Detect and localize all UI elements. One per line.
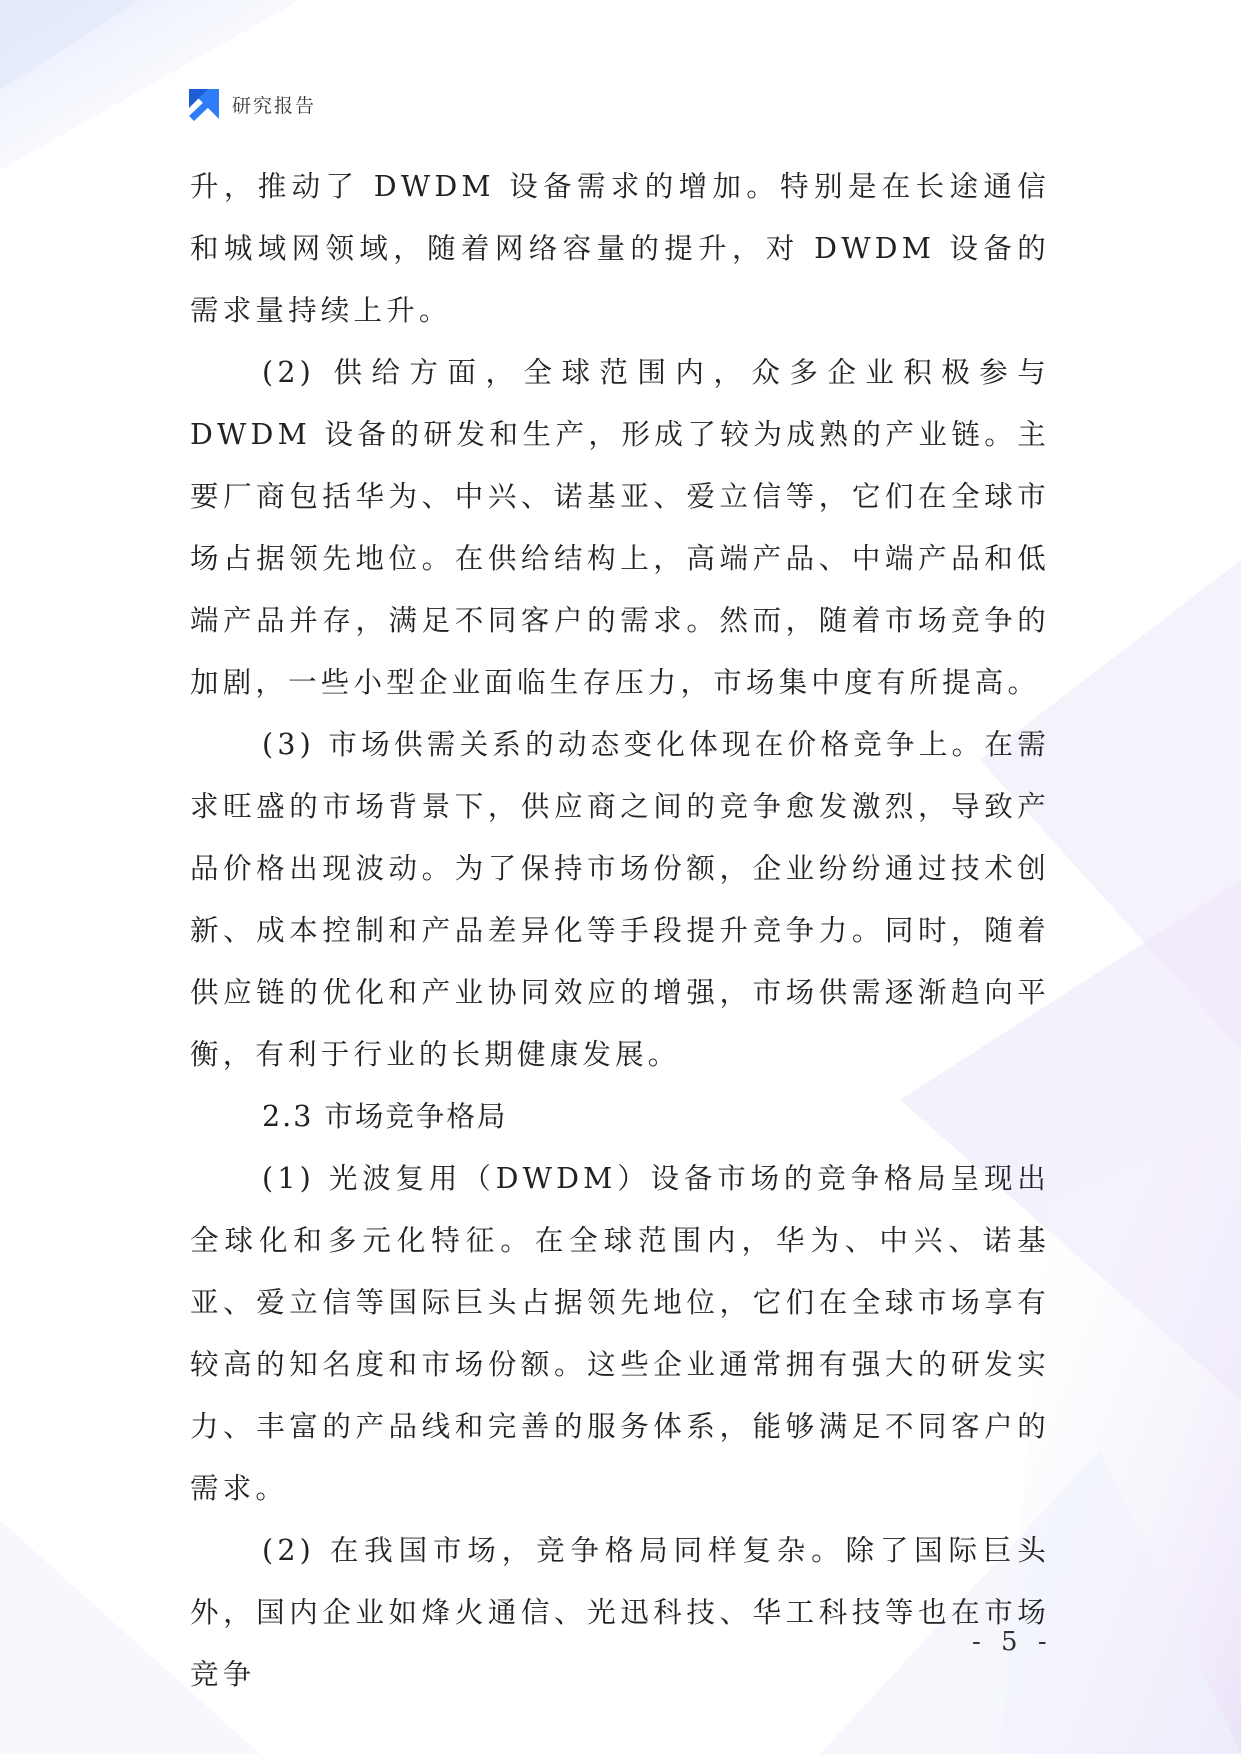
document-body [190, 156, 1050, 1706]
paragraph-global-landscape: (1) 光波复用（DWDM）设备市场的竞争格局呈现出全球化和多元化特征。在全球范围内，华为、中兴、诺基亚、爱立信等国际巨头占据领先地位，它们在全球市场享有较高的知名度和市场份额。这些企业通常拥有强大的研发实力、丰富的产品线和完善的服务体系，能够满足不同客户的需求。 [190, 1162, 1050, 1505]
report-header [186, 86, 316, 122]
page-number: - 5 - [972, 1627, 1053, 1657]
paragraph-domestic-market: (2) 在我国市场，竞争格局同样复杂。除了国际巨头外，国内企业如烽火通信、光迅科技、华工科技等也在市场竞争 [190, 1534, 1050, 1691]
paragraph-price-competition: (3) 市场供需关系的动态变化体现在价格竞争上。在需求旺盛的市场背景下，供应商之间的竞争愈发激烈，导致产品价格出现波动。为了保持市场份额，企业纷纷通过技术创新、成本控制和产品差异化等手段提升竞争力。同时，随着供应链的优化和产业协同效应的增强，市场供需逐渐趋向平衡，有利于行业的长期健康发展。 [190, 728, 1050, 1071]
paragraph-supply: (2) 供给方面，全球范围内，众多企业积极参与 DWDM 设备的研发和生产，形成了较为成熟的产业链。主要厂商包括华为、中兴、诺基亚、爱立信等，它们在全球市场占据领先地位。在供给结构上，高端产品、中端产品和低端产品并存，满足不同客户的需求。然而，随着市场竞争的加剧，一些小型企业面临生存压力，市场集中度有所提高。 [190, 356, 1050, 699]
header-title: 研究报告 [232, 94, 317, 117]
arrow-up-right-icon [186, 86, 222, 122]
section-heading: 2.3 市场竞争格局 [262, 1100, 508, 1133]
paragraph-continuation: 升，推动了 DWDM 设备需求的增加。特别是在长途通信和城域网领域，随着网络容量的提升，对 DWDM 设备的需求量持续上升。 [190, 170, 1050, 327]
